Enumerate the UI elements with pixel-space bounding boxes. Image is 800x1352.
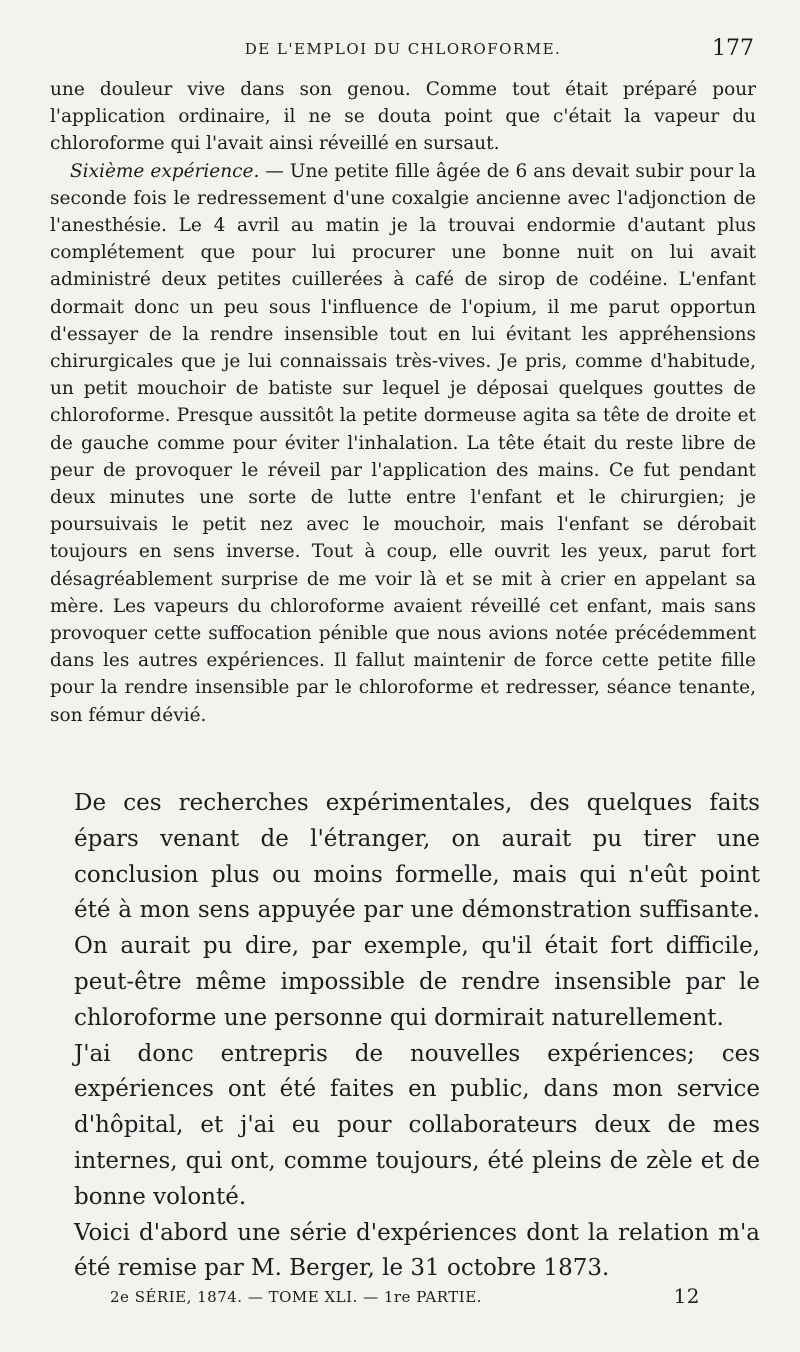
- paragraph: De ces recherches expérimentales, des quelques faits épars venant de l'étranger, on aurait pu tirer une conclusion plus ou moins formelle, mais qui n'eût point été à mon sens appuyée par une démonstration suffisante. On aurait pu dire, par exemple, qu'il était fort difficile, peut-être même impossible de rendre insensible par le chloroforme une personne qui dormirait naturellement.: [74, 790, 760, 1031]
- paragraph: J'ai donc entrepris de nouvelles expériences; ces expériences ont été faites en public, dans mon service d'hôpital, et j'ai eu pour collaborateurs deux de mes internes, qui ont, comme toujours, été pleins de zèle et de bonne volonté.: [74, 1040, 760, 1210]
- paragraph: Voici d'abord une série d'expériences dont la relation m'a été remise par M. Berger, le 31 octobre 1873.: [74, 1219, 760, 1282]
- experiment-label: Sixième expérience.: [70, 160, 260, 182]
- experiment-paragraph: [50, 158, 756, 729]
- small-text-block: [50, 76, 756, 729]
- large-text-block: [74, 786, 760, 1287]
- experiment-text: — Une petite fille âgée de 6 ans devait subir pour la seconde fois le redressement d'une coxalgie ancienne avec l'adjonction de l'anesthésie. Le 4 avril au matin je la trouvai endormie d'autant plus complétement que pour lui procurer une bonne nuit on lui avait administré deux petites cuillerées à café de sirop de codéine. L'enfant dormait donc un peu sous l'influence de l'opium, il me parut opportun d'essayer de la rendre insensible tout en lui évitant les appréhensions chirurgicales que je lui connaissais très-vives. Je pris, comme d'habitude, un petit mouchoir de batiste sur lequel je déposai quelques gouttes de chloroforme. Presque aussitôt la petite dormeuse agita sa tête de droite et de gauche comme pour éviter l'inhalation. La tête était du reste libre de peur de provoquer le réveil par l'application des mains. Ce fut pendant deux minutes une sorte de lutte entre l'enfant et le chirurgien; je poursuivais le petit nez avec le mouchoir, mais l'enfant se dérobait toujours en sens inverse. Tout à coup, elle ouvrit les yeux, parut fort désagréablement surprise de me voir là et se mit à crier en appelant sa mère. Les vapeurs du chloroforme avaient réveillé cet enfant, mais sans provoquer cette suffocation pénible que nous avions notée précédemment dans les autres expériences. Il fallut maintenir de force cette petite fille pour la rendre insensible par le chloroforme et redresser, séance tenante, son fémur dévié.: [50, 160, 756, 726]
- running-title: DE L'EMPLOI DU CHLOROFORME.: [244, 40, 562, 58]
- page-number: 177: [712, 36, 754, 61]
- page-header: [50, 36, 756, 60]
- page-footer: [110, 1286, 700, 1312]
- sheet-mark: 12: [673, 1284, 700, 1308]
- signature-line: 2e SÉRIE, 1874. — TOME XLI. — 1re PARTIE.: [110, 1288, 482, 1306]
- paragraph: une douleur vive dans son genou. Comme tout était préparé pour l'application ordinaire, il ne se douta point que c'était la vapeur du chloroforme qui l'avait ainsi réveillé en sursaut.: [50, 79, 756, 155]
